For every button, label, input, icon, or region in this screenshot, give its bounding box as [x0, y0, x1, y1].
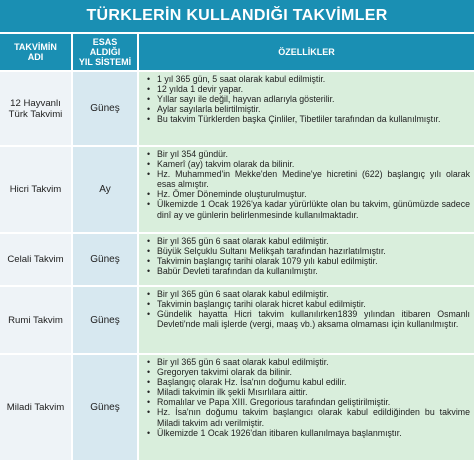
- features-cell: [139, 234, 474, 285]
- list-item: • Aylar sayılarla belirtilmiştir.: [147, 104, 470, 114]
- calendar-name: Hicri Takvim: [0, 147, 71, 232]
- list-item: • Yıllar sayı ile değil, hayvan adlarıyla gösterilir.: [147, 94, 470, 104]
- list-item: • Gregoryen takvimi olarak da bilinir.: [147, 367, 470, 377]
- list-item: • Takvimin başlangıç tarihi olarak 1079 yılı kabul edilmiştir.: [147, 256, 470, 266]
- list-item: • Hz. Muhammed'in Mekke'den Medine'ye hicretini (622) başlangıç yılı olarak esas almıştır.: [147, 169, 470, 189]
- year-system: Güneş: [73, 72, 137, 145]
- list-item: • Takvimin başlangıç tarihi olarak hicret kabul edilmiştir.: [147, 299, 470, 309]
- year-system: Güneş: [73, 234, 137, 285]
- table-row: [0, 72, 474, 145]
- list-item: • Bir yıl 365 gün 6 saat olarak kabul edilmiştir.: [147, 357, 470, 367]
- features-cell: [139, 355, 474, 460]
- table-row: [0, 234, 474, 285]
- calendar-name: Miladi Takvim: [0, 355, 71, 460]
- calendar-name: 12 Hayvanlı Türk Takvimi: [0, 72, 71, 145]
- list-item: • Kamerî (ay) takvim olarak da bilinir.: [147, 159, 470, 169]
- calendar-name: Rumi Takvim: [0, 287, 71, 353]
- table-header: [0, 34, 474, 70]
- year-system: Güneş: [73, 355, 137, 460]
- header-calendar-name: TAKVİMİN ADI: [0, 34, 71, 70]
- list-item: • Başlangıç olarak Hz. İsa'nın doğumu kabul edilir.: [147, 377, 470, 387]
- list-item: • Miladi takvimin ilk şekli Mısırlılara aittir.: [147, 387, 470, 397]
- list-item: • Ülkemizde 1 Ocak 1926'dan itibaren kullanılmaya başlanmıştır.: [147, 428, 470, 438]
- table-title: TÜRKLERİN KULLANDIĞI TAKVİMLER: [0, 0, 474, 32]
- list-item: • Babür Devleti tarafından da kullanılmıştır.: [147, 266, 470, 276]
- features-cell: [139, 72, 474, 145]
- features-cell: [139, 147, 474, 232]
- list-item: • Bu takvim Türklerden başka Çinliler, Tibetliler tarafından da kullanılmıştır.: [147, 114, 470, 124]
- list-item: • Hz. Ömer Döneminde oluşturulmuştur.: [147, 189, 470, 199]
- list-item: • 12 yılda 1 devir yapar.: [147, 84, 470, 94]
- year-system: Güneş: [73, 287, 137, 353]
- list-item: • Hz. İsa'nın doğumu takvim başlangıcı olarak kabul edildiğinden bu takvime Miladi takvim adı verilmiştir.: [147, 407, 470, 427]
- list-item: • Ülkemizde 1 Ocak 1926'ya kadar yürürlükte olan bu takvim, günümüzde sadece dinî ay ve günlerin belirlenmesinde kullanılmaktadır.: [147, 199, 470, 219]
- calendar-name: Celali Takvim: [0, 234, 71, 285]
- list-item: • Bir yıl 365 gün 6 saat olarak kabul edilmiştir.: [147, 236, 470, 246]
- list-item: • Bir yıl 365 gün 6 saat olarak kabul edilmiştir.: [147, 289, 470, 299]
- list-item: • Gündelik hayatta Hicri takvim kullanılırken1839 yılından itibaren Osmanlı Devleti'nde mali işlerde (vergi, maaş vb.) aksama olmaması için kullanılmıştır.: [147, 309, 470, 329]
- table-row: [0, 355, 474, 460]
- header-features: ÖZELLİKLER: [139, 34, 474, 70]
- year-system: Ay: [73, 147, 137, 232]
- list-item: • Büyük Selçuklu Sultanı Melikşah tarafından hazırlatılmıştır.: [147, 246, 470, 256]
- table-row: [0, 287, 474, 353]
- header-year-system: ESAS ALDIĞI YIL SİSTEMİ: [73, 34, 137, 70]
- list-item: • Bir yıl 354 gündür.: [147, 149, 470, 159]
- list-item: • Romalılar ve Papa XIII. Gregorious tarafından geliştirilmiştir.: [147, 397, 470, 407]
- list-item: • 1 yıl 365 gün, 5 saat olarak kabul edilmiştir.: [147, 74, 470, 84]
- features-cell: [139, 287, 474, 353]
- table-row: [0, 147, 474, 232]
